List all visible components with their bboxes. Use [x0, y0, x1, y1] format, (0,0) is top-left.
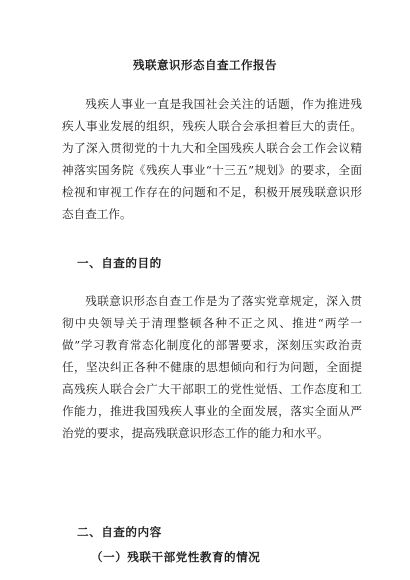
- document-title: 残联意识形态自查工作报告: [133, 58, 277, 72]
- intro-paragraph: 残疾人事业一直是我国社会关注的话题，作为推进残疾人事业发展的组织，残疾人联合会承担着巨大的责任。为了深入贯彻党的十九大和全国残疾人联合会工作会议精神落实国务院《残疾人事业“十三五”规划》的要求，全面检视和审视工作存在的问题和不足，积极开展残联意识形态自查工作。: [62, 97, 362, 221]
- purpose-paragraph: 残联意识形态自查工作是为了落实党章规定，深入贯彻中央领导关于清理整顿各种不正之风、推进“两学一做”学习教育常态化制度化的部署要求，深刻压实政治责任，坚决纠正各种不健康的思想倾向和行为问题，全面提高残疾人联合会广大干部职工的党性觉悟、工作态度和工作能力，推进我国残疾人事业的全面发展，落实全面从严治党的要求，提高残联意识形态工作的能力和水平。: [62, 294, 362, 440]
- section-heading-purpose: 一、自查的目的: [77, 256, 162, 270]
- section-heading-content: 二、自查的内容: [77, 525, 162, 539]
- subsection-heading-party-education: （一）残联干部党性教育的情况: [91, 550, 261, 564]
